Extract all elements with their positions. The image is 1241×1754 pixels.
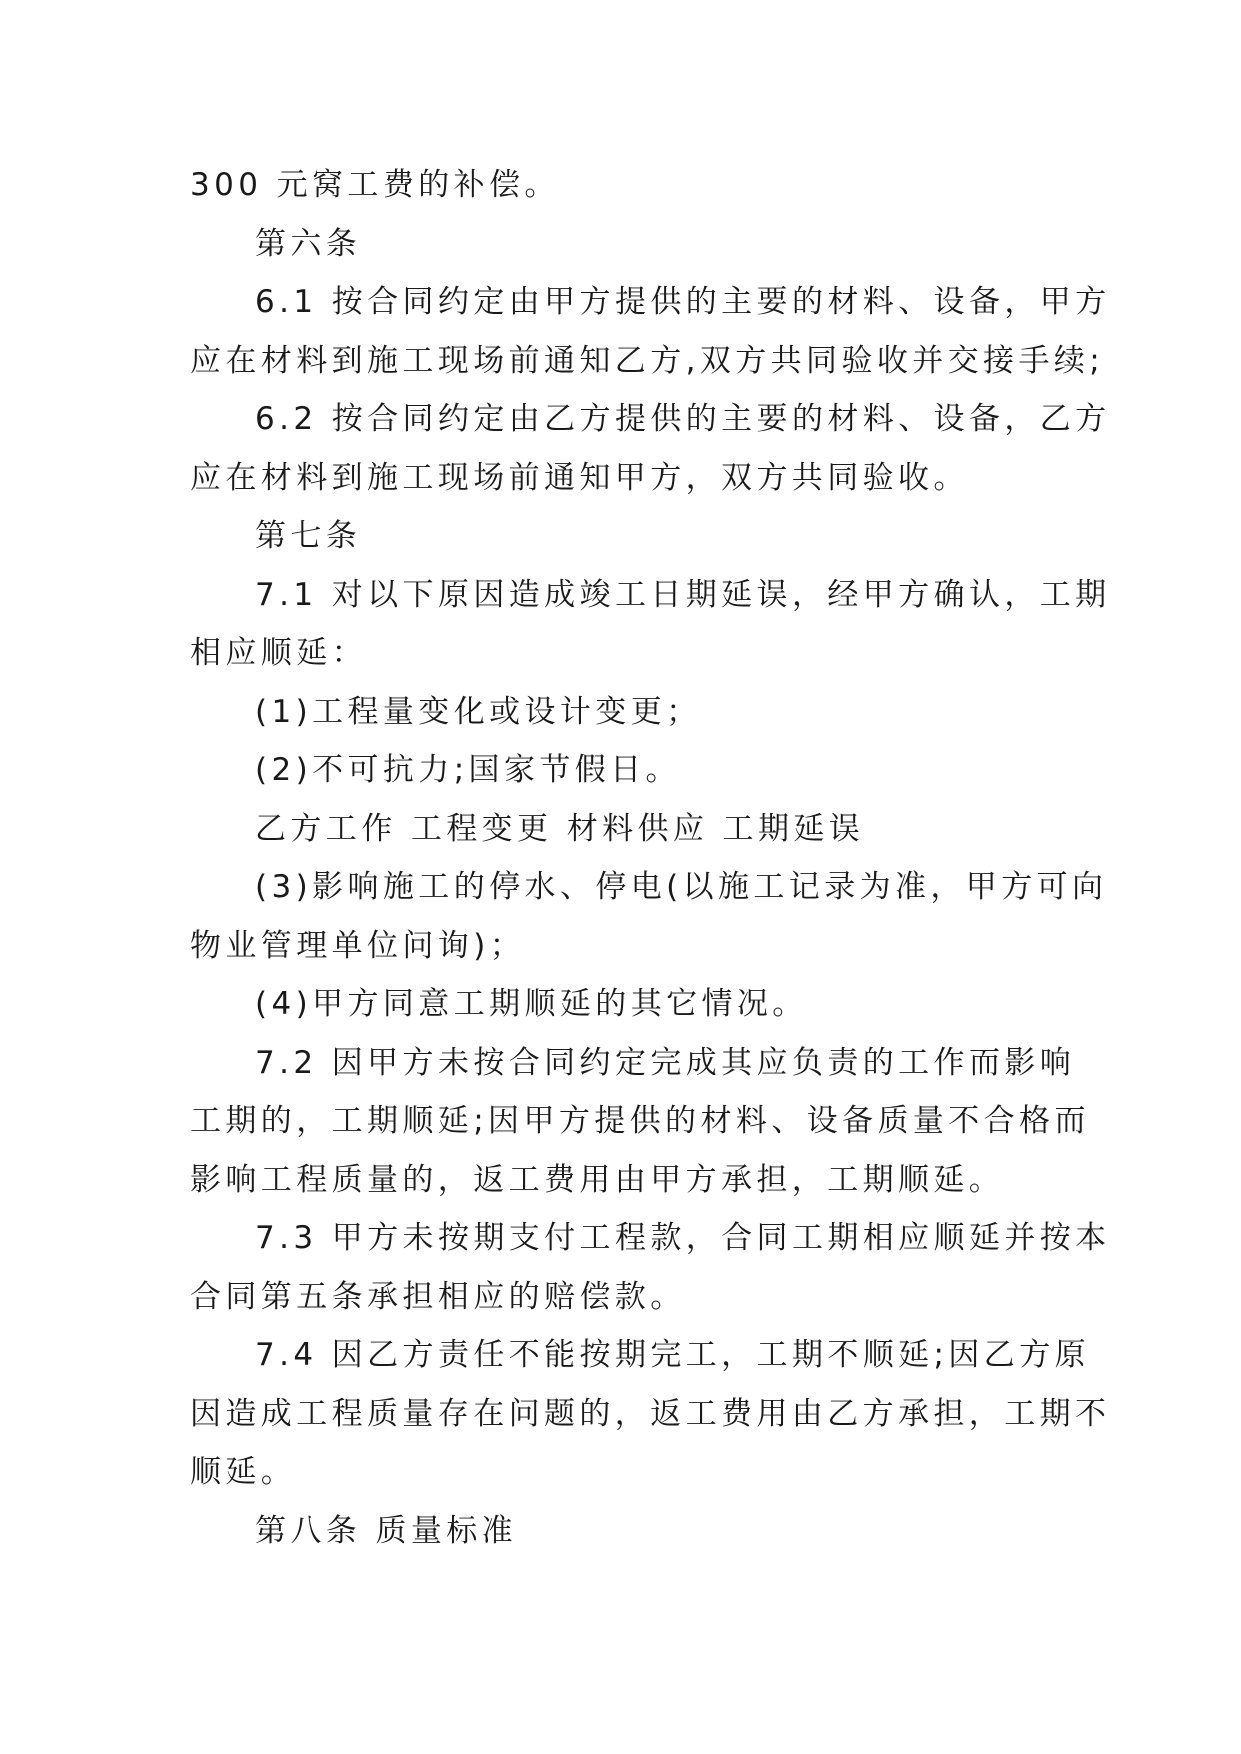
text-line: 7.1 对以下原因造成竣工日期延误，经甲方确认，工期 [255,576,1111,613]
text-line: 因造成工程质量存在问题的，返工费用由乙方承担，工期不 [190,1395,1111,1432]
text-line: 乙方工作 工程变更 材料供应 工期延误 [255,810,865,847]
text-line: 7.3 甲方未按期支付工程款，合同工期相应顺延并按本 [255,1220,1111,1256]
section-heading: 第七条 [255,518,362,554]
list-item: (1)工程量变化或设计变更； [255,693,702,730]
section-heading: 第六条 [255,225,362,262]
text-line: 6.1 按合同约定由甲方提供的主要的材料、设备，甲方 [255,284,1111,320]
document-page [190,156,1111,1560]
text-line: 应在材料到施工现场前通知乙方,双方共同验收并交接手续; [190,342,1105,379]
text-line: 影响工程质量的，返工费用由甲方承担，工期顺延。 [190,1161,1005,1198]
text-line: 6.2 按合同约定由乙方提供的主要的材料、设备，乙方 [255,401,1111,437]
text-line: 相应顺延： [190,635,367,671]
section-heading: 第八条 质量标准 [255,1512,518,1549]
text-line: 顺延。 [190,1454,297,1490]
list-item: (2)不可抗力;国家节假日。 [255,752,681,788]
text-line: 工期的，工期顺延;因甲方提供的材料、设备质量不合格而 [190,1103,1090,1139]
text-line: 物业管理单位问询)； [190,927,526,964]
text-line: 应在材料到施工现场前通知甲方，双方共同验收。 [190,459,969,496]
text-line: 300 元窝工费的补偿。 [190,167,560,203]
text-line: 合同第五条承担相应的赔偿款。 [190,1278,686,1315]
text-line: 7.4 因乙方责任不能按期完工，工期不顺延;因乙方原 [255,1337,1090,1373]
list-item: (4)甲方同意工期顺延的其它情况。 [255,986,808,1022]
text-line: 7.2 因甲方未按合同约定完成其应负责的工作而影响 [255,1044,1076,1081]
list-item: (3)影响施工的停水、停电(以施工记录为准，甲方可向 [255,869,1108,905]
